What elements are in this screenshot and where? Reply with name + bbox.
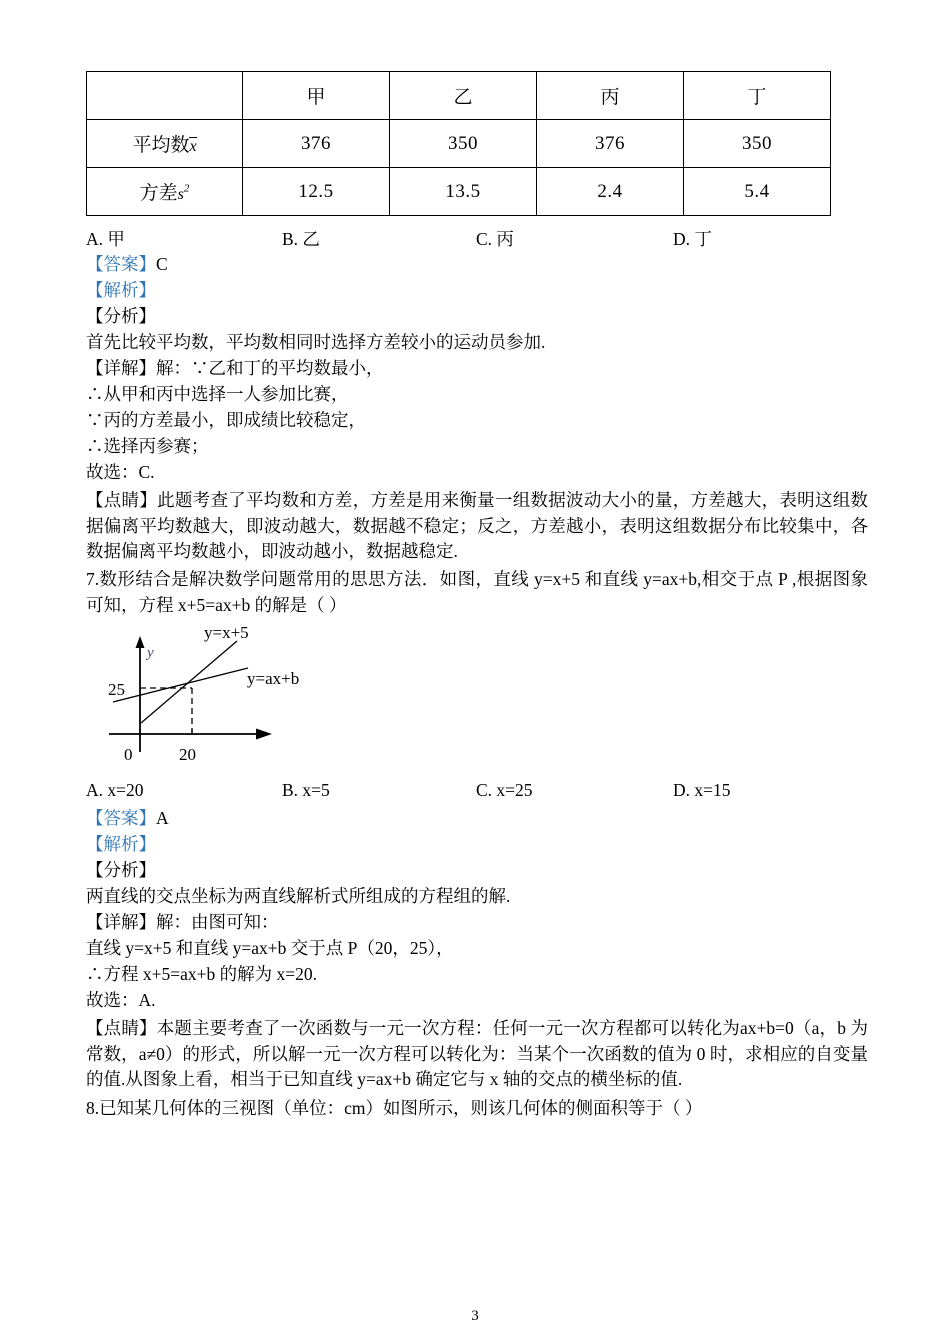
q6-detail-line-3: ∵丙的方差最小，即成绩比较稳定， (86, 410, 366, 430)
row-label-variance-symbol: s (177, 186, 184, 203)
q7-figure (104, 622, 404, 774)
cell-mean-yi: 350 (390, 120, 537, 168)
table-row (87, 168, 831, 216)
q7-stem: 7.数形结合是解决数学问题常用的思思方法．如图，直线 y=x+5 和直线 y=ax+b,相交于点 P ,根据图象可知，方程 x+5=ax+b 的解是（ ） (86, 569, 868, 615)
q7-detail-line-2: 直线 y=x+5 和直线 y=ax+b 交于点 P（20，25）， (86, 938, 454, 958)
q7-option-a[interactable]: A. x=20 (86, 780, 144, 800)
table-header-jia: 甲 (243, 72, 390, 120)
q7-explain-label: 【解析】 (86, 834, 156, 854)
cell-variance-jia: 12.5 (243, 168, 390, 216)
y-axis-label: y (147, 645, 154, 661)
x-tick-label-20: 20 (179, 745, 196, 764)
q7-figure-svg (104, 622, 404, 774)
row-label-mean-text: 平均数 (132, 135, 190, 156)
q8-stem: 8.已知某几何体的三视图（单位：cm）如图所示，则该几何体的侧面积等于（ ） (86, 1098, 703, 1118)
q7-detail-line-3: ∴方程 x+5=ax+b 的解为 x=20. (86, 964, 317, 984)
y-tick-label-25: 25 (108, 680, 125, 699)
line-label-y-equals-ax-plus-b: y=ax+b (247, 669, 300, 688)
cell-variance-ding: 5.4 (684, 168, 831, 216)
q7-option-b[interactable]: B. x=5 (282, 780, 330, 800)
q6-detail-line-4: ∴选择丙参赛； (86, 436, 209, 456)
table-header-yi: 乙 (390, 72, 537, 120)
q6-option-a[interactable]: A. 甲 (86, 229, 125, 249)
cell-mean-ding: 350 (684, 120, 831, 168)
statistics-table (86, 71, 831, 216)
line-y-equals-ax-plus-b (113, 668, 248, 702)
q6-keypoint-label: 【点睛】 (86, 490, 158, 510)
cell-mean-jia: 376 (243, 120, 390, 168)
q6-analysis-text: 首先比较平均数，平均数相同时选择方差较小的运动员参加. (86, 332, 546, 352)
q6-detail-line-5: 故选：C. (86, 462, 155, 482)
row-label-variance-text: 方差 (139, 183, 178, 204)
line-y-equals-x-plus-5 (141, 641, 237, 723)
q6-answer-value: C (156, 254, 168, 274)
q6-options (86, 226, 846, 248)
q7-option-d[interactable]: D. x=15 (673, 780, 731, 800)
q7-answer-label: 【答案】 (86, 808, 156, 828)
q7-keypoint-text: 本题主要考查了一次函数与一元一次方程：任何一元一次方程都可以转化为ax+b=0（a，b 为常数，a≠0）的形式，所以解一元一次方程可以转化为：当某个一次函数的值为 0 时，求相应的自变量的值.从图象上看，相当于已知直线 y=ax+b 确定它与 x 轴的交点的横坐标的值. (86, 1018, 868, 1089)
q6-detail-line-2: ∴从甲和丙中选择一人参加比赛， (86, 384, 349, 404)
q7-answer-value: A (156, 808, 169, 828)
q6-keypoint-text: 此题考查了平均数和方差，方差是用来衡量一组数据波动大小的量，方差越大，表明这组数据偏离平均数越大，即波动越大，数据越不稳定；反之，方差越小，表明这组数据分布比较集中，各数据偏离平均数越小，即波动越小，数据越稳定. (86, 490, 869, 561)
q6-answer-line (86, 254, 168, 274)
q6-keypoint (86, 488, 868, 565)
q6-detail-line-1: 【详解】解：∵乙和丁的平均数最小， (86, 358, 384, 378)
page-number: 3 (471, 1308, 479, 1324)
q7-analysis-label: 【分析】 (86, 860, 156, 880)
q7-analysis-text: 两直线的交点坐标为两直线解析式所组成的方程组的解. (86, 886, 511, 906)
q7-keypoint (86, 1016, 868, 1093)
cell-mean-bing: 376 (537, 120, 684, 168)
table-header-row (87, 72, 831, 120)
row-label-variance (87, 168, 243, 216)
q7-option-c[interactable]: C. x=25 (476, 780, 533, 800)
q6-analysis-label: 【分析】 (86, 306, 156, 326)
q7-detail-line-1: 【详解】解：由图可知： (86, 912, 279, 932)
q7-keypoint-label: 【点睛】 (86, 1018, 157, 1038)
q6-answer-label: 【答案】 (86, 254, 156, 274)
table-header-ding: 丁 (684, 72, 831, 120)
table-header-bing: 丙 (537, 72, 684, 120)
origin-label-0: 0 (124, 745, 133, 764)
q6-explain-label: 【解析】 (86, 280, 156, 300)
q7-options (86, 780, 846, 802)
q6-option-c[interactable]: C. 丙 (476, 229, 514, 249)
x-axis-arrow-icon (256, 729, 272, 740)
row-label-mean (87, 120, 243, 168)
q7-detail-line-4: 故选：A. (86, 990, 156, 1010)
q6-option-d[interactable]: D. 丁 (673, 229, 712, 249)
cell-variance-bing: 2.4 (537, 168, 684, 216)
row-label-mean-symbol: x (189, 138, 197, 155)
table-header-empty (87, 72, 243, 120)
q7-answer-line (86, 808, 169, 828)
line-label-y-equals-x-plus-5: y=x+5 (204, 623, 249, 642)
table-row (87, 120, 831, 168)
y-axis-arrow-icon (136, 636, 145, 648)
row-label-variance-exponent: 2 (183, 182, 190, 195)
cell-variance-yi: 13.5 (390, 168, 537, 216)
q6-option-b[interactable]: B. 乙 (282, 229, 320, 249)
